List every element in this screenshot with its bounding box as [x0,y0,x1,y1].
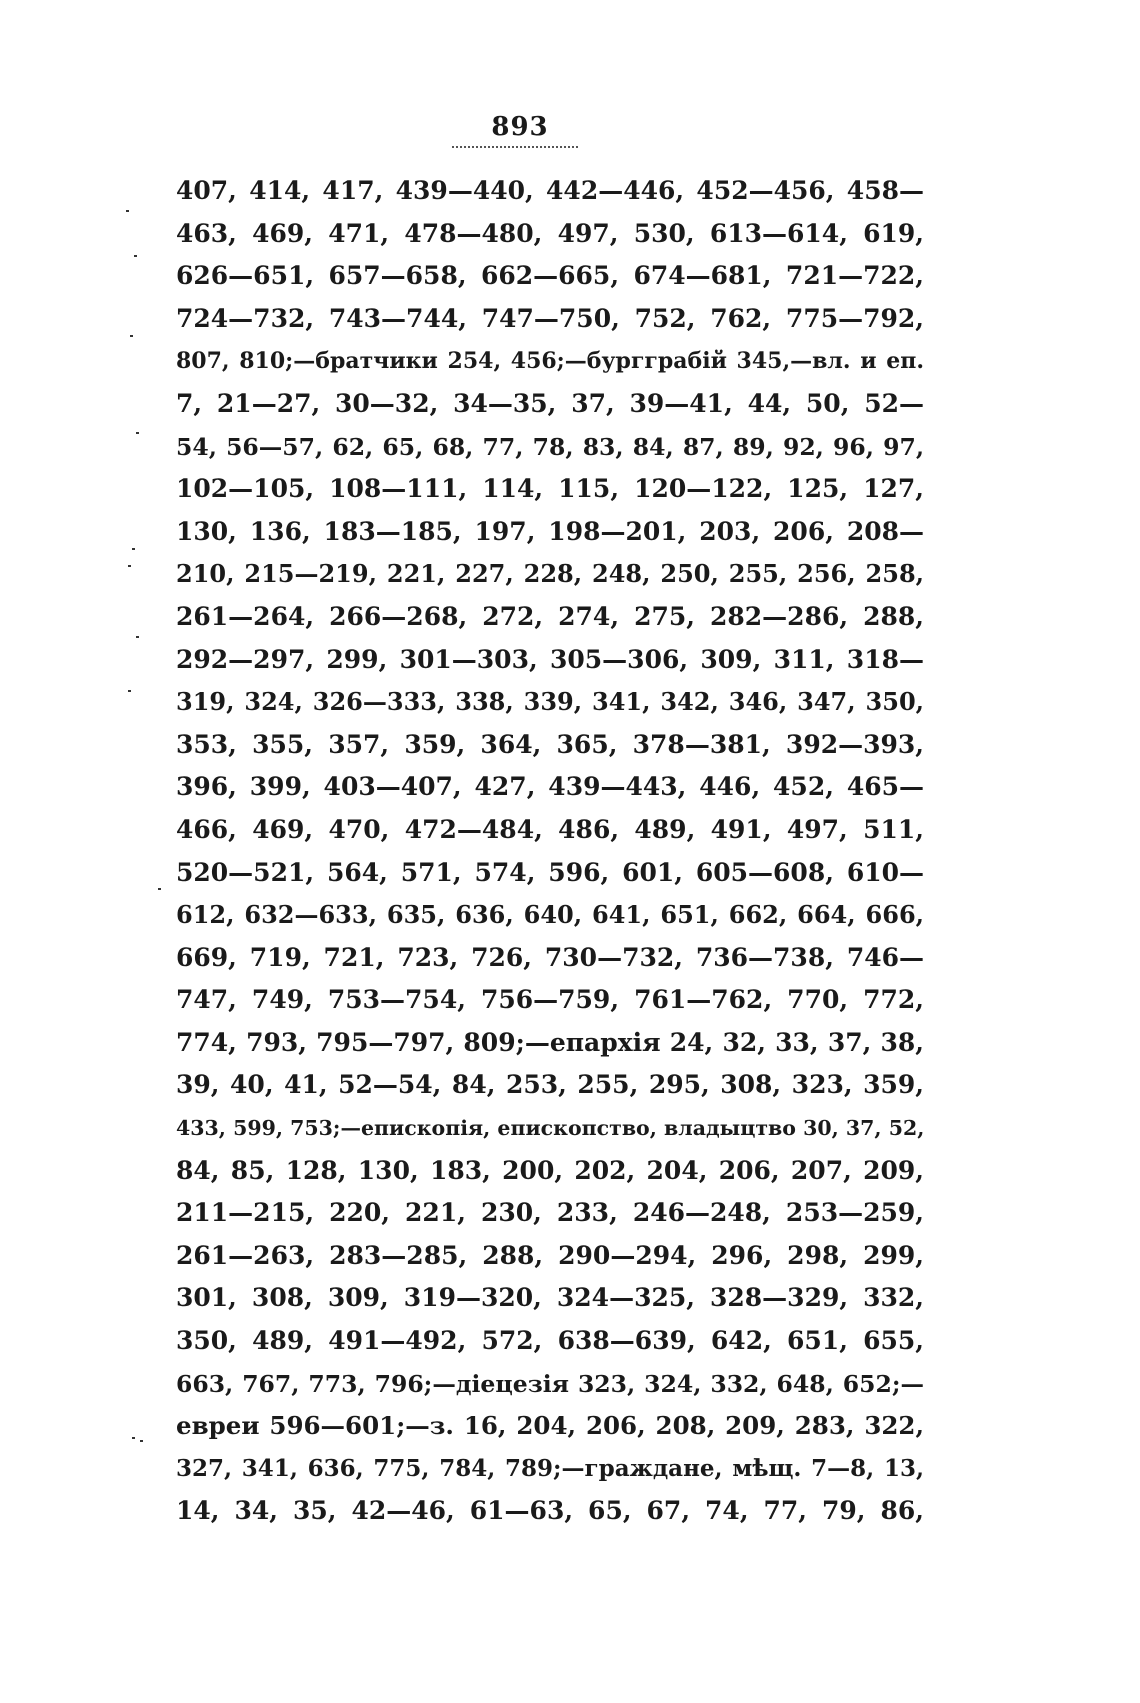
index-line: 84, 85, 128, 130, 183, 200, 202, 204, 206, 207, 209, [176,1155,924,1185]
index-line: 520—521, 564, 571, 574, 596, 601, 605—608, 610— [176,857,924,887]
index-line: евреи 596—601;—з. 16, 204, 206, 208, 209, 283, 322, [176,1411,924,1441]
index-line: 747, 749, 753—754, 756—759, 761—762, 770, 772, [176,985,924,1015]
margin-speck [136,432,139,434]
index-line: 319, 324, 326—333, 338, 339, 341, 342, 346, 347, 350, [176,687,924,717]
index-line: 327, 341, 636, 775, 784, 789;—граждане, мѣщ. 7—8, 13, [176,1454,924,1482]
margin-speck [136,636,139,638]
index-line: 261—263, 283—285, 288, 290—294, 296, 298, 299, [176,1240,924,1270]
index-line: 724—732, 743—744, 747—750, 752, 762, 775—792, [176,303,924,333]
index-line: 210, 215—219, 221, 227, 228, 248, 250, 255, 256, 258, [176,559,924,589]
index-line: 7, 21—27, 30—32, 34—35, 37, 39—41, 44, 50, 52— [176,388,924,418]
margin-speck [132,548,135,550]
index-line: 433, 599, 753;—епископія, епископство, владыцтво 30, 37, 52, [176,1116,924,1141]
margin-speck [158,888,161,890]
index-line: 211—215, 220, 221, 230, 233, 246—248, 253—259, [176,1198,924,1228]
margin-speck [134,255,137,257]
index-line: 39, 40, 41, 52—54, 84, 253, 255, 295, 308, 323, 359, [176,1070,924,1100]
index-line: 102—105, 108—111, 114, 115, 120—122, 125, 127, [176,474,924,504]
index-line: 774, 793, 795—797, 809;—епархія 24, 32, 33, 37, 38, [176,1027,924,1057]
page-number: 893 [491,112,549,142]
index-line: 14, 34, 35, 42—46, 61—63, 65, 67, 74, 77, 79, 86, [176,1496,924,1526]
index-line: 466, 469, 470, 472—484, 486, 489, 491, 497, 511, [176,814,924,844]
index-line: 130, 136, 183—185, 197, 198—201, 203, 206, 208— [176,516,924,546]
margin-speck [130,335,133,337]
index-text-block [176,170,924,1533]
index-line: 353, 355, 357, 359, 364, 365, 378—381, 392—393, [176,729,924,759]
margin-speck [132,1437,135,1439]
index-line: 407, 414, 417, 439—440, 442—446, 452—456, 458— [176,176,924,205]
index-line: 54, 56—57, 62, 65, 68, 77, 78, 83, 84, 87, 89, 92, 96, 97, [176,432,924,461]
index-line: 463, 469, 471, 478—480, 497, 530, 613—614, 619, [176,218,924,248]
index-line: 807, 810;—братчики 254, 456;—бургграбій 345,—вл. и еп. [176,348,924,375]
index-line: 396, 399, 403—407, 427, 439—443, 446, 452, 465— [176,772,924,802]
margin-speck [128,690,131,692]
index-line: 261—264, 266—268, 272, 274, 275, 282—286, 288, [176,601,924,631]
index-line: 669, 719, 721, 723, 726, 730—732, 736—738, 746— [176,942,924,972]
index-line: 612, 632—633, 635, 636, 640, 641, 651, 662, 664, 666, [176,900,924,930]
index-line: 626—651, 657—658, 662—665, 674—681, 721—722, [176,261,924,291]
index-line: 292—297, 299, 301—303, 305—306, 309, 311, 318— [176,644,924,674]
header-rule [452,146,578,148]
margin-speck [140,1440,143,1442]
index-line: 350, 489, 491—492, 572, 638—639, 642, 651, 655, [176,1326,924,1356]
index-line: 301, 308, 309, 319—320, 324—325, 328—329, 332, [176,1283,924,1313]
index-line: 663, 767, 773, 796;—діецезія 323, 324, 332, 648, 652;— [176,1369,924,1398]
margin-speck [128,565,131,567]
margin-speck [126,210,129,212]
